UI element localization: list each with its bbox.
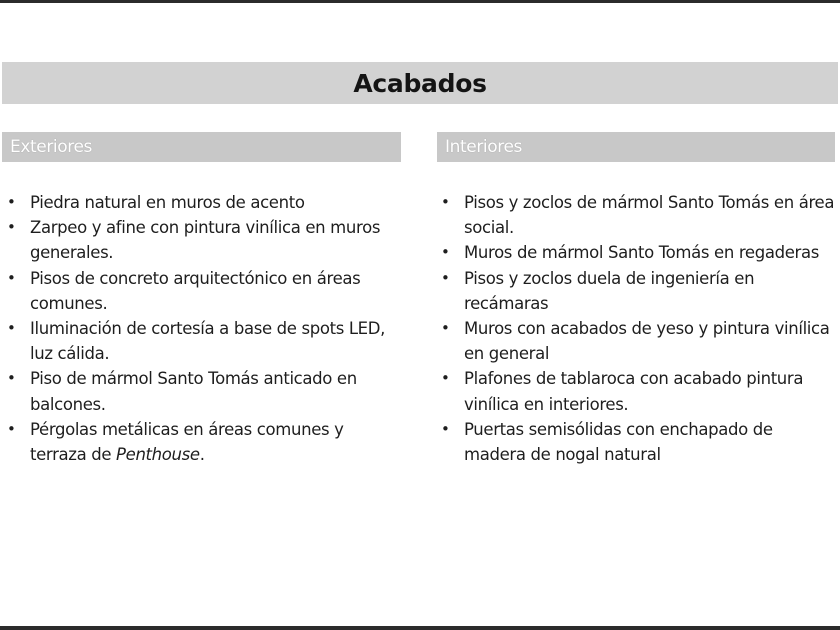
interiores-header: Interiores — [437, 132, 835, 162]
exteriores-list — [7, 190, 397, 467]
top-border — [0, 0, 840, 3]
bottom-border — [0, 626, 840, 630]
penthouse-emphasis: Penthouse — [116, 445, 200, 465]
list-item: • Muros de mármol Santo Tomás en regaderas — [441, 240, 837, 265]
list-item: • Plafones de tablaroca con acabado pintura vinílica en interiores. — [441, 366, 837, 416]
title-band — [2, 62, 838, 104]
list-item: • Pisos y zoclos de mármol Santo Tomás en área social. — [441, 190, 837, 240]
list-item: • Puertas semisólidas con enchapado de madera de nogal natural — [441, 417, 837, 467]
list-item: • Pisos de concreto arquitectónico en áreas comunes. — [7, 266, 397, 316]
list-item — [7, 417, 397, 467]
list-item: • Iluminación de cortesía a base de spots LED, luz cálida. — [7, 316, 397, 366]
list-item: • Zarpeo y afine con pintura vinílica en muros generales. — [7, 215, 397, 265]
interiores-list — [441, 190, 837, 467]
exteriores-header: Exteriores — [2, 132, 401, 162]
list-item-text: Pérgolas metálicas en áreas comunes y terraza de — [30, 419, 344, 465]
slide-title: Acabados — [353, 68, 487, 98]
list-item: • Pisos y zoclos duela de ingeniería en recámaras — [441, 266, 837, 316]
list-item: • Muros con acabados de yeso y pintura vinílica en general — [441, 316, 837, 366]
list-item-period: . — [199, 445, 205, 465]
list-item: • Piedra natural en muros de acento — [7, 190, 397, 215]
list-item: • Piso de mármol Santo Tomás anticado en balcones. — [7, 366, 397, 416]
